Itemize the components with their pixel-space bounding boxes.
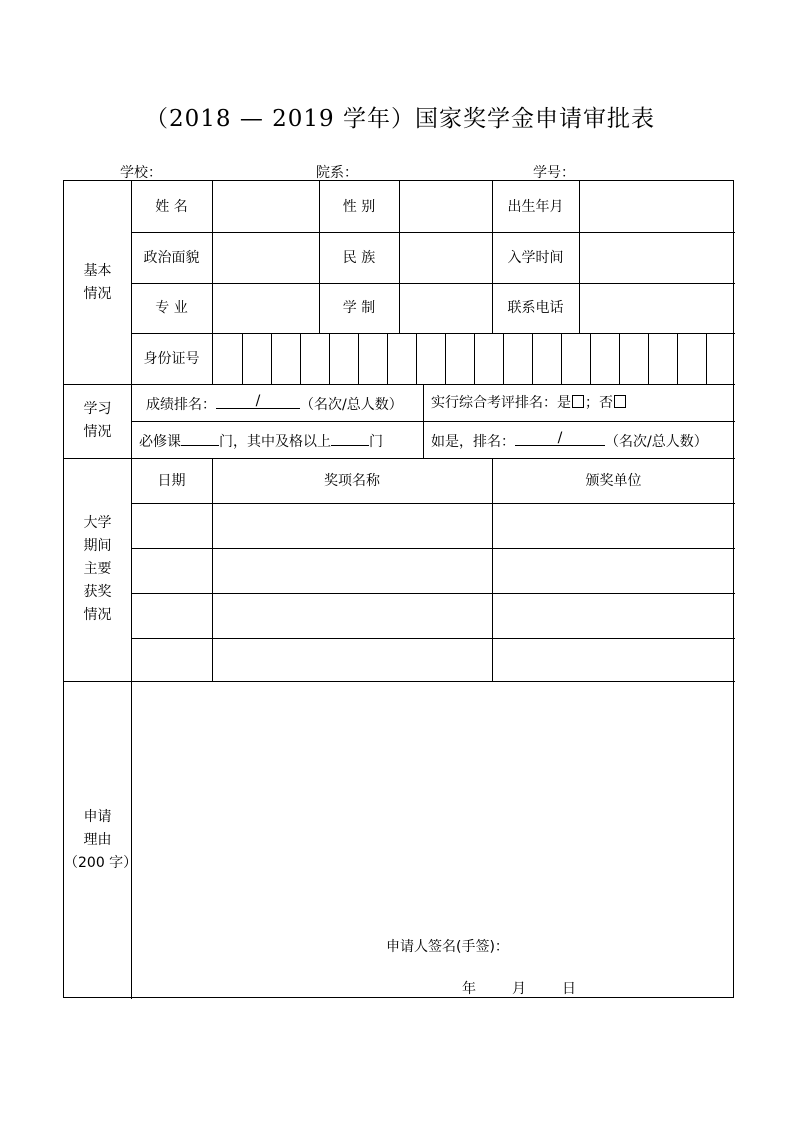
id-digit-cell-line: [445, 333, 446, 384]
signature-label: 申请人签名(手签)：: [386, 939, 509, 955]
id-digit-cell-line: [271, 333, 272, 384]
gender-label: 性 别: [342, 199, 376, 215]
id-digit-cell-line: [416, 333, 417, 384]
id-digit-cell-line: [329, 333, 330, 384]
col-line: [492, 458, 493, 681]
id-digit-cell-line: [300, 333, 301, 384]
if-yes-rank-line: 如是，排名： / （名次/总人数）: [431, 430, 708, 450]
department-label: 院系：: [316, 165, 358, 181]
form-title: （2018 — 2019 学年）国家奖学金申请审批表: [145, 106, 655, 132]
id-digit-cell-line: [532, 333, 533, 384]
id-digit-cell-line: [474, 333, 475, 384]
col-date-header: 日期: [157, 473, 186, 489]
birth-label: 出生年月: [507, 199, 564, 215]
id-digit-cell-line: [677, 333, 678, 384]
row-line: [131, 548, 735, 549]
section-line: [64, 458, 735, 459]
comprehensive-rank-line: 实行综合考评排名：是 ；否: [431, 394, 627, 412]
id-digit-cell-line: [242, 333, 243, 384]
row-line: [131, 333, 735, 334]
row-line: [131, 283, 735, 284]
date-day-label: 日: [562, 981, 576, 997]
col-award-name-header: 奖项名称: [324, 473, 380, 489]
id-digit-cell-line: [387, 333, 388, 384]
student-id-label: 学号：: [533, 165, 575, 181]
id-digit-cell-line: [619, 333, 620, 384]
col-line: [399, 181, 400, 333]
required-courses-line: 必修课 门，其中及格以上 门: [139, 431, 383, 451]
date-month-label: 月: [512, 981, 526, 997]
row-line: [131, 232, 735, 233]
reason-section-label: 申请 理由 （200 字）: [64, 808, 138, 871]
date-year-label: 年: [462, 981, 476, 997]
id-digit-cell-line: [561, 333, 562, 384]
id-digit-cell-line: [648, 333, 649, 384]
study-section-label: 学习 情况: [83, 401, 112, 440]
col-issuer-header: 颁奖单位: [585, 473, 642, 489]
id-digit-cell-line: [503, 333, 504, 384]
col-line: [212, 181, 213, 333]
political-status-label: 政治面貌: [143, 250, 200, 266]
id-digit-cell-line: [358, 333, 359, 384]
name-label: 姓 名: [155, 199, 188, 215]
no-checkbox[interactable]: [614, 395, 626, 408]
yes-checkbox[interactable]: [572, 395, 584, 408]
duration-label: 学 制: [342, 300, 376, 316]
id-digit-cell-line: [212, 333, 213, 384]
application-form-table: [63, 180, 734, 998]
row-line: [131, 593, 735, 594]
phone-label: 联系电话: [507, 300, 564, 316]
grade-rank-line: 成绩排名： / （名次/总人数）: [146, 393, 403, 413]
id-digit-cell-line: [590, 333, 591, 384]
col-line: [423, 384, 424, 458]
school-label: 学校：: [120, 165, 162, 181]
ethnicity-label: 民 族: [342, 250, 376, 266]
basic-info-section-label: 基本 情况: [83, 262, 112, 302]
id-digit-cell-line: [706, 333, 707, 384]
awards-section-label: 大学 期间 主要 获奖 情况: [83, 515, 112, 623]
col-line: [212, 458, 213, 681]
section-line: [64, 681, 735, 682]
enrollment-date-label: 入学时间: [507, 250, 564, 266]
major-label: 专 业: [155, 300, 188, 316]
row-line: [131, 503, 735, 504]
row-line: [131, 638, 735, 639]
col-line: [579, 181, 580, 333]
row-line: [131, 421, 735, 422]
id-number-label: 身份证号: [143, 351, 200, 367]
section-line: [64, 384, 735, 385]
